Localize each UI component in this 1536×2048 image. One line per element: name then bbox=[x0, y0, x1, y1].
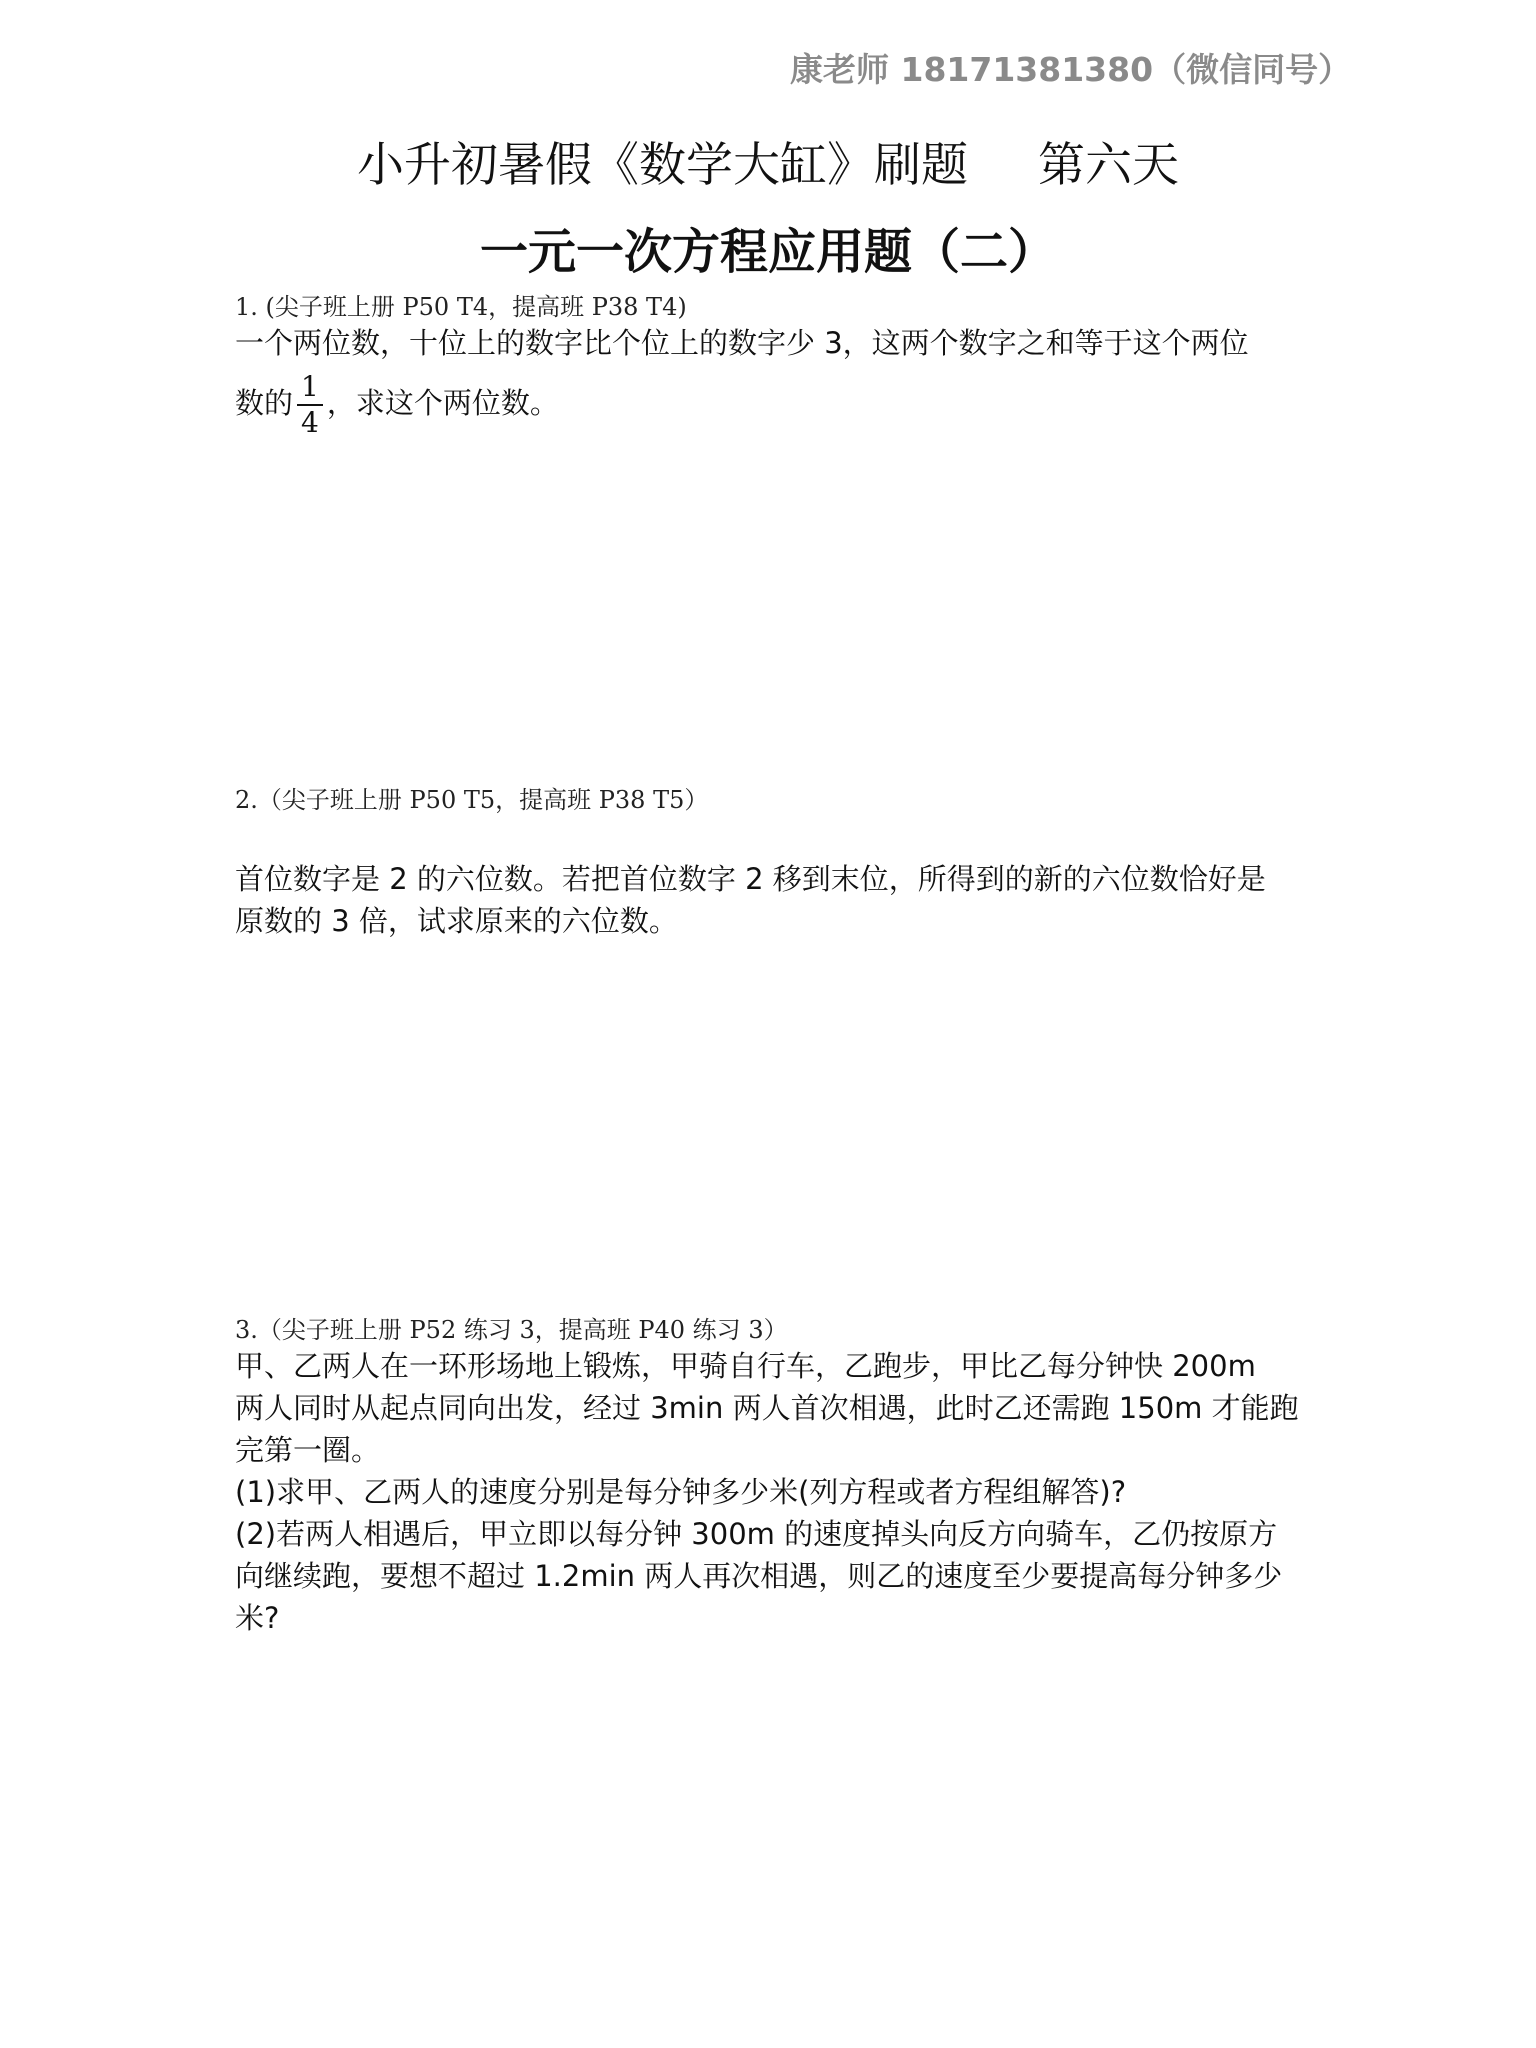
fraction-denominator: 4 bbox=[301, 406, 319, 439]
page-subtitle: 一元一次方程应用题（二） bbox=[479, 224, 1056, 280]
title-main: 小升初暑假《数学大缸》刷题 bbox=[357, 138, 968, 193]
problem-3-line: 米? bbox=[235, 1601, 280, 1635]
fraction-numerator: 1 bbox=[297, 370, 323, 406]
problem-2-line: 原数的 3 倍，试求原来的六位数。 bbox=[235, 904, 678, 938]
title-day: 第六天 bbox=[1038, 138, 1179, 193]
problem-2-text bbox=[235, 858, 1325, 942]
problem-1-line: 一个两位数，十位上的数字比个位上的数字少 3，这两个数字之和等于这个两位 bbox=[235, 326, 1249, 360]
problem-3-subquestion-1: (1)求甲、乙两人的速度分别是每分钟多少米(列方程或者方程组解答)? bbox=[235, 1475, 1127, 1509]
problem-1-line bbox=[235, 370, 1325, 440]
problem-2-line: 首位数字是 2 的六位数。若把首位数字 2 移到末位，所得到的新的六位数恰好是 bbox=[235, 862, 1266, 896]
problem-1-text bbox=[235, 322, 1325, 440]
page-title bbox=[0, 128, 1536, 195]
problem-3-line: 两人同时从起点同向出发，经过 3min 两人首次相遇，此时乙还需跑 150m 才能跑 bbox=[235, 1391, 1299, 1425]
problem-3-source: 3.（尖子班上册 P52 练习 3，提高班 P40 练习 3） bbox=[235, 1316, 788, 1344]
problem-2-source: 2.（尖子班上册 P50 T5，提高班 P38 T5） bbox=[235, 786, 709, 814]
problem-1-line2-pre: 数的 bbox=[235, 386, 294, 420]
problem-3-line: 甲、乙两人在一环形场地上锻炼，甲骑自行车，乙跑步，甲比乙每分钟快 200m bbox=[235, 1349, 1256, 1383]
problem-3-line: 完第一圈。 bbox=[235, 1433, 381, 1467]
problem-3-line: 向继续跑，要想不超过 1.2min 两人再次相遇，则乙的速度至少要提高每分钟多少 bbox=[235, 1559, 1283, 1593]
problem-3-text bbox=[235, 1345, 1325, 1639]
problem-1-source: 1. (尖子班上册 P50 T4，提高班 P38 T4) bbox=[235, 293, 687, 321]
problem-1-line2-post: ，求这个两位数。 bbox=[326, 386, 559, 420]
problem-3-subquestion-2: (2)若两人相遇后，甲立即以每分钟 300m 的速度掉头向反方向骑车，乙仍按原方 bbox=[235, 1517, 1278, 1551]
watermark-contact: 康老师 18171381380（微信同号） bbox=[790, 50, 1352, 89]
fraction-one-quarter bbox=[297, 370, 323, 440]
